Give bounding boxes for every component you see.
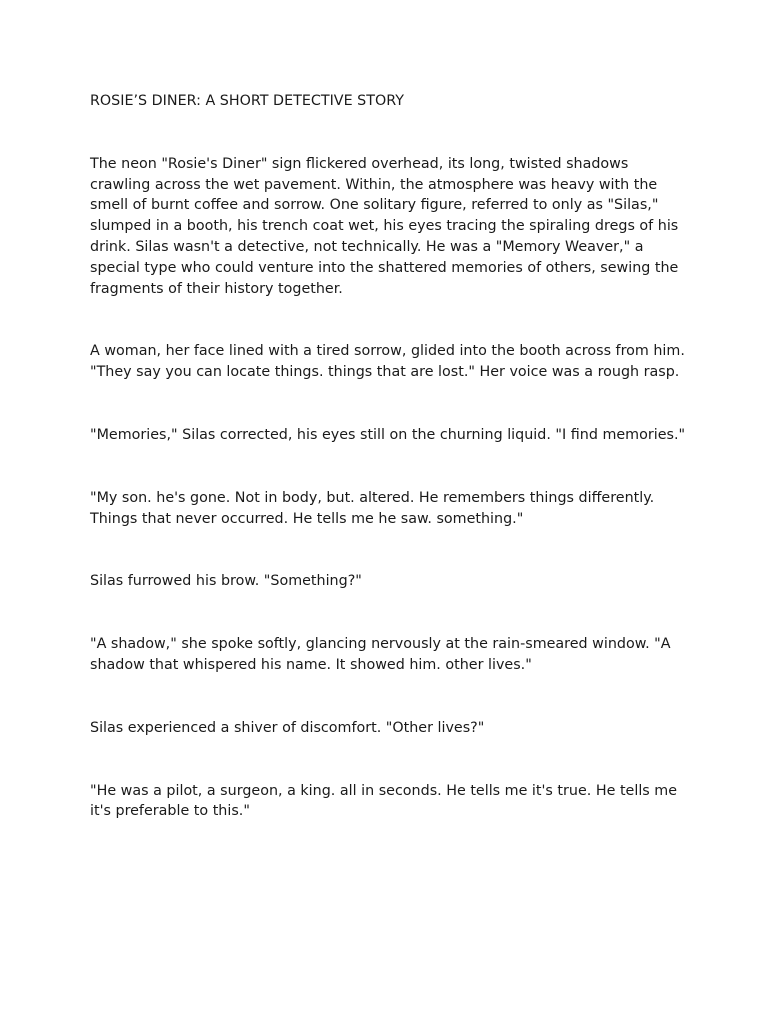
paragraph-3: "Memories," Silas corrected, his eyes still on the churning liquid. "I find memories."	[90, 426, 686, 443]
paragraph-7: Silas experienced a shiver of discomfort. "Other lives?"	[90, 719, 485, 736]
paragraph-4: "My son. he's gone. Not in body, but. altered. He remembers things differently. Things that never occurred. He tells me he saw. something."	[90, 489, 655, 527]
paragraph-8: "He was a pilot, a surgeon, a king. all in seconds. He tells me it's true. He tells me it's preferable to this."	[90, 782, 678, 820]
paragraph-1: The neon "Rosie's Diner" sign flickered overhead, its long, twisted shadows crawling across the wet pavement. Within, the atmosphere was heavy with the smell of burnt coffee and sorrow. One solitary figure, referred to only as "Silas," slumped in a booth, his trench coat wet, his eyes tracing the spiraling dregs of his drink. Silas wasn't a detective, not technically. He was a "Memory Weaver," a special type who could venture into the shattered memories of others, sewing the fragments of their history together.	[90, 155, 679, 297]
paragraph-6: "A shadow," she spoke softly, glancing nervously at the rain-smeared window. "A shadow that whispered his name. It showed him. other lives."	[90, 636, 671, 673]
document-page	[90, 91, 690, 864]
paragraph-5: Silas furrowed his brow. "Something?"	[90, 573, 362, 590]
document-title: ROSIE’S DINER: A SHORT DETECTIVE STORY	[90, 93, 404, 109]
paragraph-2: A woman, her face lined with a tired sorrow, glided into the booth across from him. "They say you can locate things. things that are lost." Her voice was a rough rasp.	[90, 343, 685, 381]
